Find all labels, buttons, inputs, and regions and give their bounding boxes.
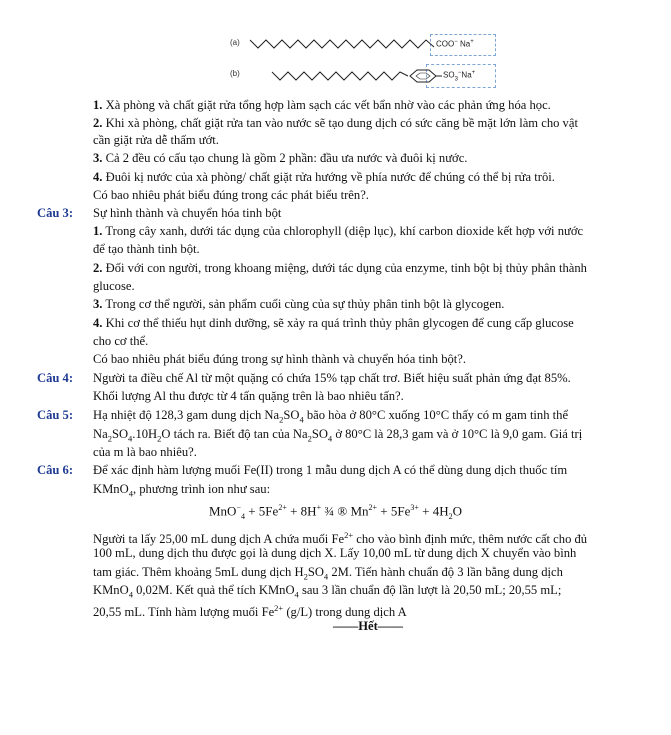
question-6-para-line-1: Người ta lấy 25,00 mL dung dịch A chứa muối $Fe^{2+}$ cho vào bình định mức, thêm nước cất cho đủ (93, 530, 588, 547)
q3-statement-2: 2. Đối với con người, trong khoang miệng, dưới tác dụng của enzyme, tinh bột bị thủy phân thành (93, 261, 587, 275)
statement-3: 3. Cả 2 đều có cấu tạo chung là gồm 2 phần: đầu ưa nước và đuôi kị nước. (93, 151, 468, 165)
q3-statement-2-cont: glucose. (93, 279, 135, 293)
question-3-label: Câu 3: (37, 206, 74, 220)
question-6-line-2: KMnO$_4$, phương trình ion như sau: (93, 482, 271, 499)
statement-2: 2. Khi xà phòng, chất giặt rửa tan vào nước sẽ tạo dung dịch có sức căng bề mặt lớn làm cho vật (93, 116, 578, 130)
redox-equation: $MnO^-_4 + 5Fe^{2+} + 8H^+$ ¾ ® $Mn^{2+} + 5Fe^{3+} + 4H_2O$ (209, 503, 463, 521)
q3-question-prompt: Có bao nhiêu phát biểu đúng trong sự hình thành và chuyển hóa tinh bột?. (93, 352, 467, 366)
question-6-para-line-2: 100 mL, dung dịch thu được gọi là dung dịch X. Lấy 10,00 mL từ dung dịch X chuyển vào bình (93, 546, 577, 560)
q3-statement-1: 1. Trong cây xanh, dưới tác dụng của chlorophyll (diệp lục), khí carbon dioxide kết hợp với nước (93, 224, 584, 238)
chain-a (250, 40, 434, 48)
question-prompt: Có bao nhiêu phát biểu đúng trong các phát biểu trên?. (93, 188, 369, 202)
question-3-title: Sự hình thành và chuyển hóa tinh bột (93, 206, 282, 220)
question-4-line-1: Người ta điều chế Al từ một quặng có chứa 15% tạp chất trơ. Biết hiệu suất phản ứng đạt 85%. (93, 371, 571, 385)
q3-statement-4-cont: cho cơ thể. (93, 334, 149, 348)
statement-4: 4. Đuôi kị nước của xà phòng/ chất giặt rửa hướng về phía nước để chúng có thể bị rửa trôi. (93, 170, 555, 184)
question-6-label: Câu 6: (37, 463, 74, 477)
question-5-label: Câu 5: (37, 408, 74, 422)
chain-b (272, 72, 408, 80)
statement-2-cont: cần giặt rửa dễ thấm ướt. (93, 133, 219, 147)
q3-statement-1-cont: để tạo thành tinh bột. (93, 242, 200, 256)
carboxylate-head: COO− Na+ (436, 39, 474, 49)
question-5-line-1: Hạ nhiệt độ 128,3 gam dung dịch $Na_2SO_4$ bão hòa ở 80°C xuống 10°C thấy có m gam tinh thể (93, 408, 569, 425)
question-5-line-2: $Na_2SO_4.10H_2O$ tách ra. Biết độ tan của $Na_2SO_4$ ở 80°C là 28,3 gam và ở 10°C là 9,0 gam. Giá trị (93, 427, 583, 444)
q3-statement-4: 4. Khi cơ thể thiếu hụt dinh dưỡng, sẽ xảy ra quá trình thủy phân glycogen để cung cấp glucose (93, 316, 574, 330)
question-5-line-3: của m là bao nhiêu?. (93, 445, 197, 459)
question-4-line-2: Khối lượng Al thu được từ 4 tấn quặng trên là bao nhiêu tấn?. (93, 389, 404, 403)
statement-1: 1. Xà phòng và chất giặt rửa tổng hợp làm sạch các vết bẩn nhờ vào các phản ứng hóa học. (93, 98, 551, 112)
figure-label-b: (b) (230, 69, 240, 78)
question-4-label: Câu 4: (37, 371, 74, 385)
q3-statement-3: 3. Trong cơ thể người, sản phẩm cuối cùng của sự thủy phân tinh bột là glycogen. (93, 297, 505, 311)
question-6-line-1: Để xác định hàm lượng muối Fe(II) trong 1 mẫu dung dịch A có thể dùng dung dịch thuốc tím (93, 463, 568, 477)
question-6-para-line-4: KMnO$_4$ 0,02M. Kết quả thể tích KMnO$_4$ sau 3 lần chuẩn độ lần lượt là 20,50 mL; 20,55 mL; (93, 583, 562, 600)
benzene-ring (410, 70, 436, 82)
figure-label-a: (a) (230, 38, 240, 47)
question-6-para-line-3: tam giác. Thêm khoảng 5mL dung dịch $H_2SO_4$ 2M. Tiến hành chuẩn độ 3 lần bằng dung dịch (93, 565, 563, 582)
end-marker: ——Hết—— (333, 619, 403, 633)
surfactant-structure-figure (226, 30, 498, 90)
benzene-ring-inner (416, 73, 430, 79)
sulfonate-head: $SO_3^-Na^+$ (443, 70, 476, 83)
question-6-para-line-5: 20,55 mL. Tính hàm lượng muối $Fe^{2+}$ (g/L) trong dung dịch A (93, 603, 407, 620)
